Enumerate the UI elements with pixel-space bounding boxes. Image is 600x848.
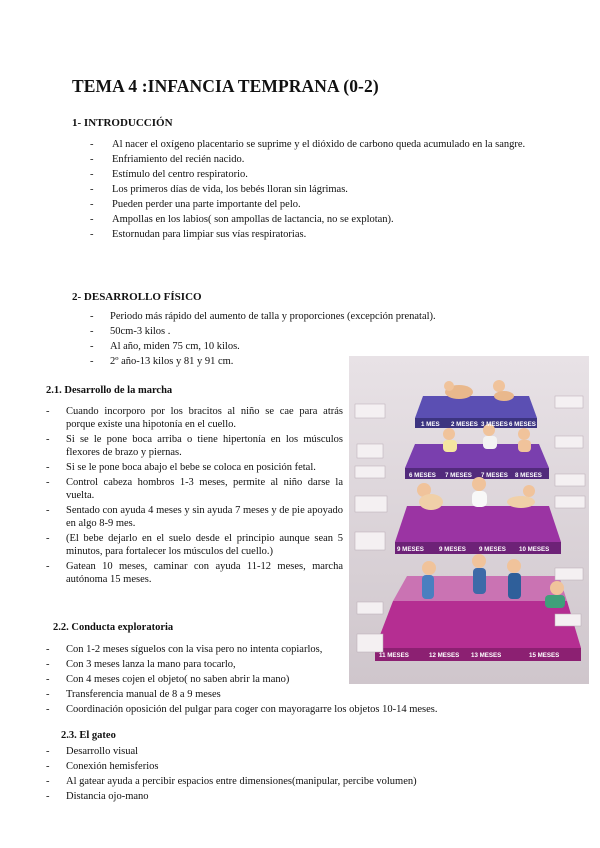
- list-item: - Ampollas en los labios( son ampollas de lactancia, no se explotan).: [90, 213, 535, 226]
- list-item: - Gatean 10 meses, caminar con ayuda 11-12 meses, marcha autónoma 15 meses.: [46, 560, 343, 586]
- tier-2-label-3: 7 MESES: [481, 472, 508, 479]
- tier-2-label-4: 8 MESES: [515, 472, 542, 479]
- gateo-heading: 2.3. El gateo: [61, 730, 116, 741]
- list-item: - Desarrollo visual: [46, 745, 546, 758]
- list-item: - Distancia ojo-mano: [46, 790, 546, 803]
- list-item: - Sentado con ayuda 4 meses y sin ayuda 7 meses y de pie apoyado en algo 8-9 mes.: [46, 504, 343, 530]
- list-item: - Si se le pone boca abajo el bebe se coloca en posición fetal.: [46, 461, 343, 474]
- list-item: - Cuando incorporo por los bracitos al niño se cae para atrás porque existe una hipotonía en el cuello.: [46, 405, 343, 431]
- list-item: - Con 1-2 meses síguelos con la visa pero no intenta copiarlos,: [46, 643, 546, 656]
- list-item: - Al nacer el oxígeno placentario se suprime y el dióxido de carbono queda acumulado en la sangre.: [90, 138, 535, 151]
- tier-3-label-3: 9 MESES: [479, 546, 506, 553]
- marcha-heading: 2.1. Desarrollo de la marcha: [46, 385, 173, 396]
- intro-list: [90, 138, 535, 241]
- tier-4-label-2: 12 MESES: [429, 652, 460, 659]
- list-item: - Coordinación oposición del pulgar para coger con mayoragarre los objetos 10-14 meses.: [46, 703, 546, 716]
- list-item: - Estímulo del centro respiratorio.: [90, 168, 535, 181]
- desarrollo-heading: 2- DESARROLLO FÍSICO: [72, 291, 202, 303]
- list-item: - Al gatear ayuda a percibir espacios entre dimensiones(manipular, percibe volumen): [46, 775, 546, 788]
- tier-1-label-2: 2 MESES: [451, 421, 478, 428]
- list-item: - Con 4 meses cojen el objeto( no saben abrir la mano): [46, 673, 546, 686]
- tier-3-label-1: 9 MESES: [397, 546, 424, 553]
- list-item: - Enfriamiento del recién nacido.: [90, 153, 535, 166]
- tier-4-label-3: 13 MESES: [471, 652, 502, 659]
- list-item: - Si se le pone boca arriba o tiene hipertonía en los músculos flexores de brazo y piernas.: [46, 433, 343, 459]
- tier-2-label-2: 7 MESES: [445, 472, 472, 479]
- tier-1-label-3: 3 MESES: [481, 421, 508, 428]
- list-item: - 2º año-13 kilos y 81 y 91 cm.: [90, 355, 470, 368]
- list-item: - Pueden perder una parte importante del pelo.: [90, 198, 535, 211]
- list-item: - Control cabeza hombros 1-3 meses, permite al niño darse la vuelta.: [46, 476, 343, 502]
- list-item: - Periodo más rápido del aumento de talla y proporciones (excepción prenatal).: [90, 310, 470, 323]
- tier-1-label-4: 6 MESES: [509, 421, 536, 428]
- tier-4-label-4: 15 MESES: [529, 652, 560, 659]
- tier-3-label-2: 9 MESES: [439, 546, 466, 553]
- list-item: - Con 3 meses lanza la mano para tocarlo,: [46, 658, 546, 671]
- exploratoria-heading: 2.2. Conducta exploratoria: [53, 622, 174, 633]
- exploratoria-list: [46, 643, 546, 716]
- list-item: - (El bebe dejarlo en el suelo desde el principio aunque sean 5 minutos, para fortalecer los músculos del cuello.): [46, 532, 343, 558]
- page-title: TEMA 4 :INFANCIA TEMPRANA (0-2): [72, 76, 379, 96]
- list-item: - 50cm-3 kilos .: [90, 325, 470, 338]
- development-pyramid: [349, 356, 589, 684]
- list-item: - Los primeros días de vida, los bebés lloran sin lágrimas.: [90, 183, 535, 196]
- list-item: - Estornudan para limpiar sus vías respiratorias.: [90, 228, 535, 241]
- tier-1-label-1: 1 MES: [421, 421, 440, 428]
- list-item: - Al año, miden 75 cm, 10 kilos.: [90, 340, 470, 353]
- motor-development-illustration: [349, 356, 589, 684]
- marcha-list: [46, 405, 343, 586]
- tier-3-label-4: 10 MESES: [519, 546, 550, 553]
- gateo-list: [46, 745, 546, 803]
- tier-2-label-1: 6 MESES: [409, 472, 436, 479]
- intro-heading: 1- INTRODUCCIÓN: [72, 117, 173, 129]
- tier-4-label-1: 11 MESES: [379, 652, 409, 659]
- list-item: - Conexión hemisferios: [46, 760, 546, 773]
- list-item: - Transferencia manual de 8 a 9 meses: [46, 688, 546, 701]
